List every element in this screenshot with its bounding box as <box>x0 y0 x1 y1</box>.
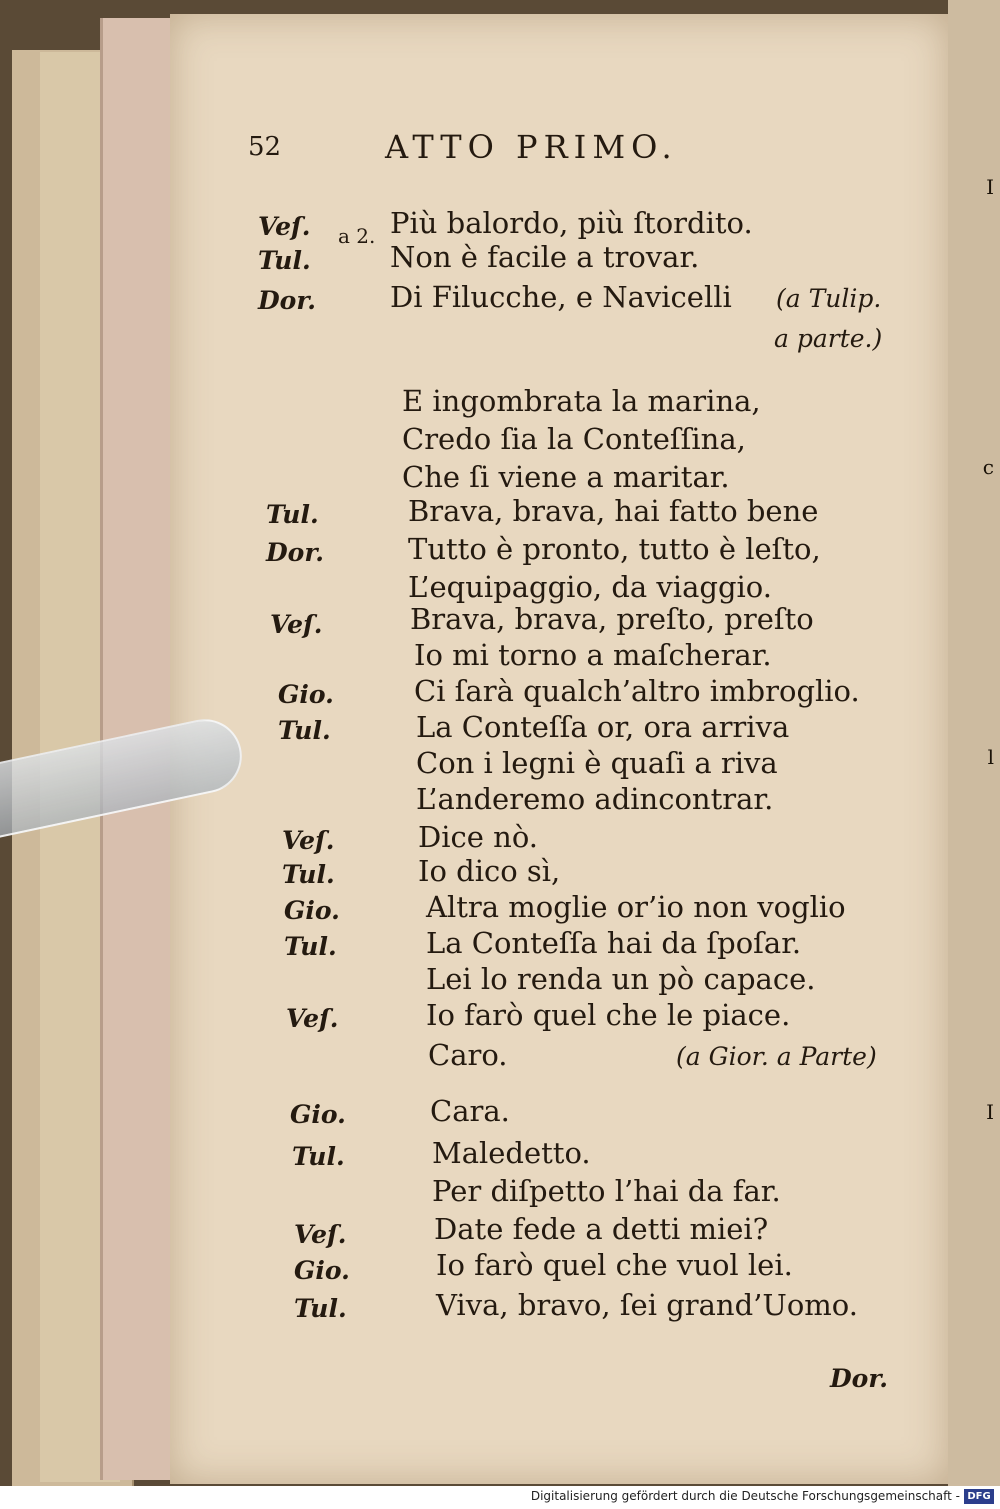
verse-line: Che ſi viene a maritar. <box>402 460 730 494</box>
book-page <box>170 14 948 1484</box>
verse-line: Ci ſarà qualch’altro imbroglio. <box>414 674 860 708</box>
speaker-label: Tul. <box>266 500 319 529</box>
verse-line: Io farò quel che vuol lei. <box>436 1248 793 1282</box>
catchword: Dor. <box>830 1364 888 1393</box>
verse-line: Cara. <box>430 1094 510 1128</box>
speaker-label: Tul. <box>294 1294 347 1323</box>
speaker-label: Veſ. <box>258 212 311 241</box>
stage-direction: (a Tulip. <box>776 284 882 313</box>
verse-line: Io mi torno a maſcherar. <box>414 638 772 672</box>
footer-bar <box>0 1486 1000 1509</box>
verse-line: Maledetto. <box>432 1136 591 1170</box>
page-number: 52 <box>248 132 282 162</box>
verse-line: Io dico sì, <box>418 854 561 888</box>
speaker-label: Gio. <box>278 680 334 709</box>
speaker-label: Tul. <box>282 860 335 889</box>
speaker-label: Tul. <box>284 932 337 961</box>
verse-line: La Conteſſa or, ora arriva <box>416 710 790 744</box>
verse-line: Altra moglie or’io non voglio <box>426 890 846 924</box>
facing-page-edge: I c l I <box>948 0 1000 1486</box>
dfg-logo: DFG <box>964 1489 994 1504</box>
speaker-label: Tul. <box>278 716 331 745</box>
verse-line: Date fede a detti miei? <box>434 1212 769 1246</box>
speaker-label: Dor. <box>258 286 316 315</box>
verse-line: Credo ſia la Conteſſina, <box>402 422 746 456</box>
verse-line: Con i legni è quaſi a riva <box>416 746 778 780</box>
verse-line: Brava, brava, hai fatto bene <box>408 494 819 528</box>
speaker-label: Gio. <box>284 896 340 925</box>
verse-line: Io farò quel che le piace. <box>426 998 791 1032</box>
verse-line: Di Filucche, e Navicelli <box>390 280 732 314</box>
verse-line: L’anderemo adincontrar. <box>416 782 774 816</box>
speaker-label: Tul. <box>258 246 311 275</box>
a2-marker: a 2. <box>338 224 376 248</box>
speaker-label: Tul. <box>292 1142 345 1171</box>
verse-line: E ingombrata la marina, <box>402 384 761 418</box>
page-title: ATTO PRIMO. <box>385 128 678 166</box>
verse-line: Brava, brava, preſto, preſto <box>410 602 814 636</box>
verse-line: Lei lo renda un pò capace. <box>426 962 816 996</box>
stage-direction: a parte.) <box>774 324 883 353</box>
verse-line: Non è facile a trovar. <box>390 240 700 274</box>
verse-line: L’equipaggio, da viaggio. <box>408 570 772 604</box>
verse-line: Caro. <box>428 1038 508 1072</box>
verse-line: Viva, bravo, ſei grand’Uomo. <box>436 1288 858 1322</box>
speaker-label: Gio. <box>294 1256 350 1285</box>
footer-credit: Digitalisierung gefördert durch die Deutsche Forschungsgemeinschaft - <box>530 1489 960 1503</box>
stage-direction: (a Gior. a Parte) <box>676 1042 877 1071</box>
speaker-label: Dor. <box>266 538 324 567</box>
verse-line: Tutto è pronto, tutto è leſto, <box>408 532 821 566</box>
speaker-label: Veſ. <box>270 610 323 639</box>
speaker-label: Veſ. <box>286 1004 339 1033</box>
verse-line: Dice nò. <box>418 820 538 854</box>
verse-line: Per diſpetto l’hai da far. <box>432 1174 781 1208</box>
verse-line: Più balordo, più ſtordito. <box>390 206 753 240</box>
verse-line: La Conteſſa hai da ſpoſar. <box>426 926 802 960</box>
speaker-label: Veſ. <box>282 826 335 855</box>
speaker-label: Veſ. <box>294 1220 347 1249</box>
speaker-label: Gio. <box>290 1100 346 1129</box>
